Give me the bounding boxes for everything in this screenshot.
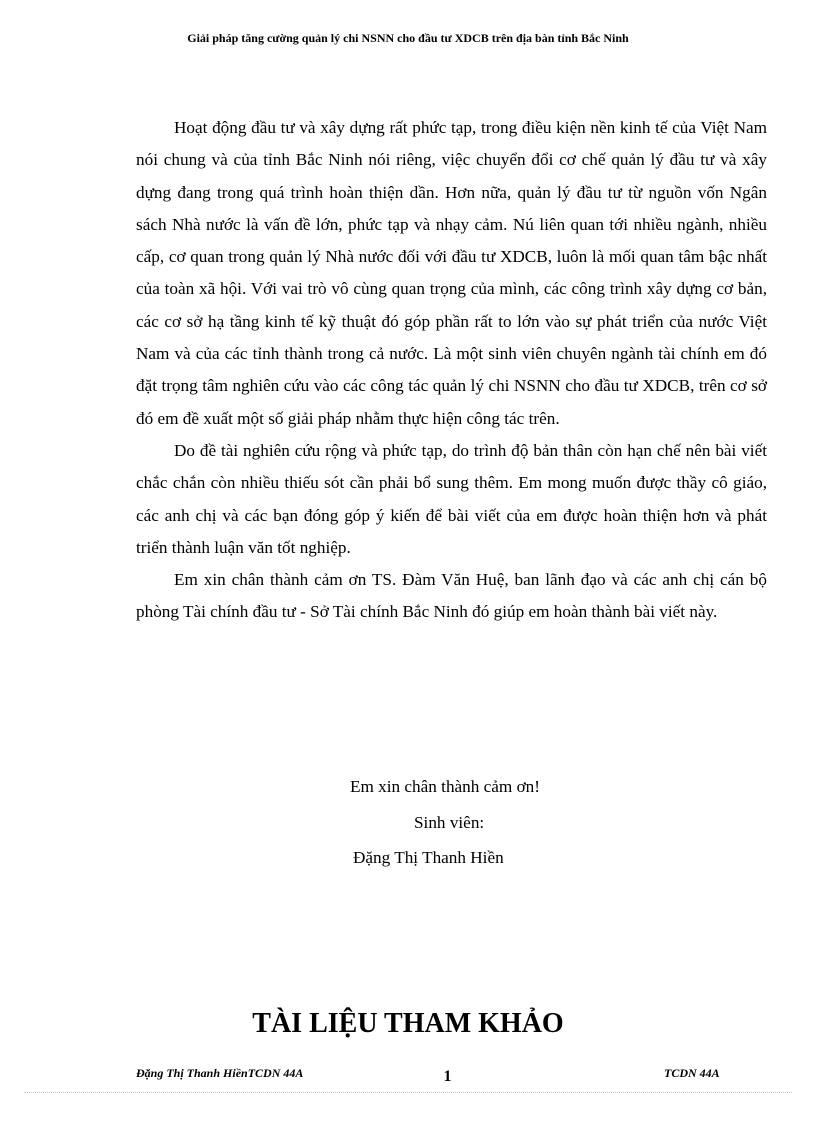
paragraph-intro: Hoạt động đầu tư và xây dựng rất phức tạp, trong điều kiện nền kinh tế của Việt Nam nói chung và của tỉnh Bắc Ninh nói riêng, việc chuyển đổi cơ chế quản lý đầu tư và xây dựng đang trong quá trình hoàn thiện dần. Hơn nữa, quản lý đầu tư từ nguồn vốn Ngân sách Nhà nước là vấn đề lớn, phức tạp và nhạy cảm. Nú liên quan tới nhiều ngành, nhiều cấp, cơ quan trong quản lý Nhà nước đối với đầu tư XDCB, luôn là mối quan tâm bậc nhất của toàn xã hội. Với vai trò vô cùng quan trọng của mình, các công trình xây dựng cơ bản, các cơ sở hạ tầng kinh tế kỹ thuật đó góp phần rất to lớn vào sự phát triển của nước Việt Nam và của các tỉnh thành trong cả nước. Là một sinh viên chuyên ngành tài chính em đó đặt trọng tâm nghiên cứu vào các công tác quản lý chi NSNN cho đầu tư XDCB, trên cơ sở đó em đề xuất một số giải pháp nhằm thực hiện công tác trên. [136,118,767,428]
running-header: Giải pháp tăng cường quản lý chi NSNN cho đầu tư XDCB trên địa bàn tỉnh Bắc Ninh [187,31,629,45]
student-name: Đặng Thị Thanh Hiền [353,848,504,867]
footer-author: Đặng Thị Thanh HiềnTCDN 44A [136,1066,304,1080]
document-body [136,112,767,629]
closing-role: Sinh viên: [414,813,485,832]
paragraph-limitations: Do đề tài nghiên cứu rộng và phức tạp, do trình độ bản thân còn hạn chế nên bài viết chắc chắn còn nhiều thiếu sót cần phải bổ sung thêm. Em mong muốn được thầy cô giáo, các anh chị và các bạn đóng góp ý kiến để bài viết của em được hoàn thiện hơn và phát triển thành luận văn tốt nghiệp. [136,440,767,557]
closing-thanks: Em xin chân thành cảm ơn! [350,777,540,796]
references-heading: TÀI LIỆU THAM KHẢO [252,1008,564,1039]
paragraph-acknowledgement: Em xin chân thành cảm ơn TS. Đàm Văn Huệ, ban lãnh đạo và các anh chị cán bộ phòng Tài chính đầu tư - Sở Tài chính Bắc Ninh đó giúp em hoàn thành bài viết này. [136,570,767,622]
footer-class: TCDN 44A [664,1066,720,1080]
page-number: 1 [443,1068,452,1085]
page-bottom-border [24,1092,792,1093]
